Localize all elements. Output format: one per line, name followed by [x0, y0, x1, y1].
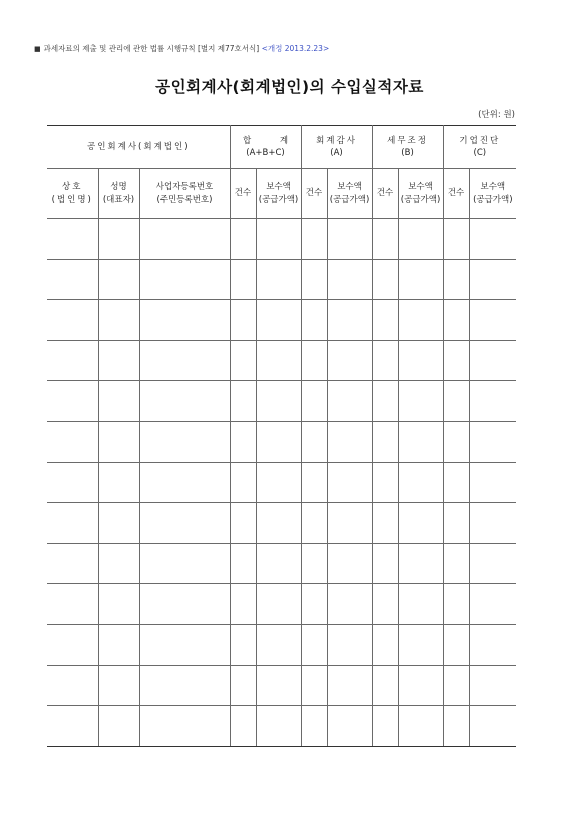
representative-cell[interactable] — [98, 584, 139, 625]
audit-count-cell[interactable] — [301, 462, 327, 503]
col-header-count-audit: 건수 — [301, 169, 327, 219]
audit-fee-cell[interactable] — [327, 624, 372, 665]
registration-number-cell[interactable] — [139, 665, 230, 706]
representative-cell[interactable] — [98, 665, 139, 706]
representative-cell[interactable] — [98, 462, 139, 503]
col-header-count-tax: 건수 — [372, 169, 398, 219]
income-record-table — [47, 125, 516, 747]
diagnosis-count-cell[interactable] — [443, 462, 469, 503]
total-fee-cell[interactable] — [256, 421, 301, 462]
audit-count-cell[interactable] — [301, 624, 327, 665]
tax-fee-cell[interactable] — [398, 706, 443, 747]
unit-label: (단위: 원) — [478, 110, 515, 120]
audit-fee-cell[interactable] — [327, 259, 372, 300]
audit-count-cell[interactable] — [301, 584, 327, 625]
tax-count-cell[interactable] — [372, 219, 398, 260]
audit-count-cell[interactable] — [301, 381, 327, 422]
table-row — [47, 381, 516, 422]
representative-cell[interactable] — [98, 706, 139, 747]
col-header-fee-audit: 보수액 (공급가액) — [327, 169, 372, 219]
total-count-cell[interactable] — [230, 300, 256, 341]
diagnosis-fee-cell[interactable] — [469, 543, 516, 584]
header-row-2 — [47, 169, 516, 219]
diagnosis-fee-cell[interactable] — [469, 706, 516, 747]
tax-fee-cell[interactable] — [398, 340, 443, 381]
page-title: 공인회계사(회계법인)의 수입실적자료 — [155, 78, 424, 96]
tax-fee-cell[interactable] — [398, 219, 443, 260]
diagnosis-count-cell[interactable] — [443, 706, 469, 747]
col-header-fee-total: 보수액 (공급가액) — [256, 169, 301, 219]
trade-name-cell[interactable] — [47, 381, 98, 422]
accountant-group-header: 공인회계사(회계법인) — [47, 126, 230, 169]
tax-fee-cell[interactable] — [398, 543, 443, 584]
form-law-reference: 과세자료의 제출 및 관리에 관한 법률 시행규칙 [별지 제77호서식] — [43, 44, 260, 53]
tax-count-cell[interactable] — [372, 543, 398, 584]
revision-date: <개정 2013.2.23> — [261, 44, 330, 53]
total-fee-cell[interactable] — [256, 381, 301, 422]
diagnosis-fee-cell[interactable] — [469, 219, 516, 260]
tax-count-cell[interactable] — [372, 503, 398, 544]
total-fee-cell[interactable] — [256, 543, 301, 584]
tax-count-cell[interactable] — [372, 300, 398, 341]
total-fee-cell[interactable] — [256, 665, 301, 706]
audit-fee-cell[interactable] — [327, 543, 372, 584]
audit-fee-cell[interactable] — [327, 300, 372, 341]
table-row — [47, 706, 516, 747]
col-header-registration-number: 사업자등록번호 (주민등록번호) — [139, 169, 230, 219]
table-row — [47, 665, 516, 706]
col-header-fee-diagnosis: 보수액 (공급가액) — [469, 169, 516, 219]
table-row — [47, 624, 516, 665]
trade-name-cell[interactable] — [47, 219, 98, 260]
tax-fee-cell[interactable] — [398, 421, 443, 462]
trade-name-cell[interactable] — [47, 665, 98, 706]
tax-fee-cell[interactable] — [398, 584, 443, 625]
diagnosis-count-cell[interactable] — [443, 381, 469, 422]
diagnosis-count-cell[interactable] — [443, 543, 469, 584]
table-row — [47, 584, 516, 625]
tax-fee-cell[interactable] — [398, 381, 443, 422]
square-bullet-icon: ■ — [34, 45, 41, 53]
section-header-tax-adjustment: 세무조정 (B) — [372, 126, 443, 169]
trade-name-cell[interactable] — [47, 624, 98, 665]
registration-number-cell[interactable] — [139, 421, 230, 462]
audit-fee-cell[interactable] — [327, 421, 372, 462]
audit-count-cell[interactable] — [301, 543, 327, 584]
representative-cell[interactable] — [98, 381, 139, 422]
diagnosis-count-cell[interactable] — [443, 219, 469, 260]
audit-fee-cell[interactable] — [327, 219, 372, 260]
col-header-count-total: 건수 — [230, 169, 256, 219]
audit-count-cell[interactable] — [301, 219, 327, 260]
tax-count-cell[interactable] — [372, 259, 398, 300]
col-header-count-diagnosis: 건수 — [443, 169, 469, 219]
audit-fee-cell[interactable] — [327, 665, 372, 706]
total-fee-cell[interactable] — [256, 624, 301, 665]
col-header-representative: 성명 (대표자) — [98, 169, 139, 219]
section-header-business-diagnosis: 기업진단 (C) — [443, 126, 516, 169]
total-count-cell[interactable] — [230, 219, 256, 260]
section-header-audit: 회계감사 (A) — [301, 126, 372, 169]
trade-name-cell[interactable] — [47, 421, 98, 462]
registration-number-cell[interactable] — [139, 381, 230, 422]
trade-name-cell[interactable] — [47, 300, 98, 341]
audit-count-cell[interactable] — [301, 503, 327, 544]
col-header-fee-tax: 보수액 (공급가액) — [398, 169, 443, 219]
tax-fee-cell[interactable] — [398, 665, 443, 706]
registration-number-cell[interactable] — [139, 624, 230, 665]
registration-number-cell[interactable] — [139, 706, 230, 747]
total-count-cell[interactable] — [230, 584, 256, 625]
diagnosis-count-cell[interactable] — [443, 503, 469, 544]
total-fee-cell[interactable] — [256, 706, 301, 747]
audit-count-cell[interactable] — [301, 421, 327, 462]
total-count-cell[interactable] — [230, 706, 256, 747]
diagnosis-fee-cell[interactable] — [469, 665, 516, 706]
diagnosis-fee-cell[interactable] — [469, 381, 516, 422]
representative-cell[interactable] — [98, 543, 139, 584]
total-fee-cell[interactable] — [256, 259, 301, 300]
trade-name-cell[interactable] — [47, 543, 98, 584]
registration-number-cell[interactable] — [139, 340, 230, 381]
audit-count-cell[interactable] — [301, 259, 327, 300]
table-row — [47, 219, 516, 260]
diagnosis-fee-cell[interactable] — [469, 624, 516, 665]
diagnosis-count-cell[interactable] — [443, 665, 469, 706]
audit-count-cell[interactable] — [301, 300, 327, 341]
total-count-cell[interactable] — [230, 543, 256, 584]
total-count-cell[interactable] — [230, 462, 256, 503]
total-count-cell[interactable] — [230, 503, 256, 544]
diagnosis-count-cell[interactable] — [443, 259, 469, 300]
representative-cell[interactable] — [98, 259, 139, 300]
trade-name-cell[interactable] — [47, 340, 98, 381]
representative-cell[interactable] — [98, 624, 139, 665]
diagnosis-fee-cell[interactable] — [469, 462, 516, 503]
table-row — [47, 421, 516, 462]
diagnosis-fee-cell[interactable] — [469, 259, 516, 300]
tax-fee-cell[interactable] — [398, 462, 443, 503]
audit-fee-cell[interactable] — [327, 381, 372, 422]
table-row — [47, 300, 516, 341]
total-count-cell[interactable] — [230, 421, 256, 462]
registration-number-cell[interactable] — [139, 300, 230, 341]
audit-fee-cell[interactable] — [327, 706, 372, 747]
table-row — [47, 462, 516, 503]
table-row — [47, 503, 516, 544]
representative-cell[interactable] — [98, 340, 139, 381]
tax-count-cell[interactable] — [372, 665, 398, 706]
representative-cell[interactable] — [98, 503, 139, 544]
audit-fee-cell[interactable] — [327, 340, 372, 381]
trade-name-cell[interactable] — [47, 706, 98, 747]
total-fee-cell[interactable] — [256, 584, 301, 625]
total-count-cell[interactable] — [230, 340, 256, 381]
tax-fee-cell[interactable] — [398, 300, 443, 341]
registration-number-cell[interactable] — [139, 462, 230, 503]
registration-number-cell[interactable] — [139, 543, 230, 584]
diagnosis-fee-cell[interactable] — [469, 503, 516, 544]
audit-count-cell[interactable] — [301, 706, 327, 747]
audit-fee-cell[interactable] — [327, 462, 372, 503]
total-fee-cell[interactable] — [256, 503, 301, 544]
audit-fee-cell[interactable] — [327, 584, 372, 625]
tax-fee-cell[interactable] — [398, 259, 443, 300]
registration-number-cell[interactable] — [139, 584, 230, 625]
diagnosis-count-cell[interactable] — [443, 340, 469, 381]
registration-number-cell[interactable] — [139, 259, 230, 300]
tax-count-cell[interactable] — [372, 462, 398, 503]
header-row-1 — [47, 126, 516, 169]
trade-name-cell[interactable] — [47, 503, 98, 544]
tax-count-cell[interactable] — [372, 421, 398, 462]
col-header-trade-name: 상호 (법인명) — [47, 169, 98, 219]
representative-cell[interactable] — [98, 300, 139, 341]
diagnosis-count-cell[interactable] — [443, 300, 469, 341]
tax-count-cell[interactable] — [372, 381, 398, 422]
tax-count-cell[interactable] — [372, 340, 398, 381]
tax-count-cell[interactable] — [372, 706, 398, 747]
audit-fee-cell[interactable] — [327, 503, 372, 544]
diagnosis-fee-cell[interactable] — [469, 584, 516, 625]
trade-name-cell[interactable] — [47, 259, 98, 300]
table-row — [47, 259, 516, 300]
tax-count-cell[interactable] — [372, 624, 398, 665]
diagnosis-fee-cell[interactable] — [469, 421, 516, 462]
section-header-total: 합 계 (A+B+C) — [230, 126, 301, 169]
registration-number-cell[interactable] — [139, 503, 230, 544]
total-fee-cell[interactable] — [256, 462, 301, 503]
tax-fee-cell[interactable] — [398, 624, 443, 665]
diagnosis-fee-cell[interactable] — [469, 300, 516, 341]
representative-cell[interactable] — [98, 421, 139, 462]
audit-count-cell[interactable] — [301, 665, 327, 706]
audit-count-cell[interactable] — [301, 340, 327, 381]
table-row — [47, 340, 516, 381]
table-row — [47, 543, 516, 584]
total-count-cell[interactable] — [230, 381, 256, 422]
diagnosis-fee-cell[interactable] — [469, 340, 516, 381]
total-count-cell[interactable] — [230, 665, 256, 706]
diagnosis-count-cell[interactable] — [443, 584, 469, 625]
diagnosis-count-cell[interactable] — [443, 624, 469, 665]
total-count-cell[interactable] — [230, 259, 256, 300]
form-reference — [34, 43, 329, 54]
total-fee-cell[interactable] — [256, 300, 301, 341]
trade-name-cell[interactable] — [47, 462, 98, 503]
diagnosis-count-cell[interactable] — [443, 421, 469, 462]
total-count-cell[interactable] — [230, 624, 256, 665]
trade-name-cell[interactable] — [47, 584, 98, 625]
representative-cell[interactable] — [98, 219, 139, 260]
tax-fee-cell[interactable] — [398, 503, 443, 544]
registration-number-cell[interactable] — [139, 219, 230, 260]
total-fee-cell[interactable] — [256, 219, 301, 260]
tax-count-cell[interactable] — [372, 584, 398, 625]
total-fee-cell[interactable] — [256, 340, 301, 381]
